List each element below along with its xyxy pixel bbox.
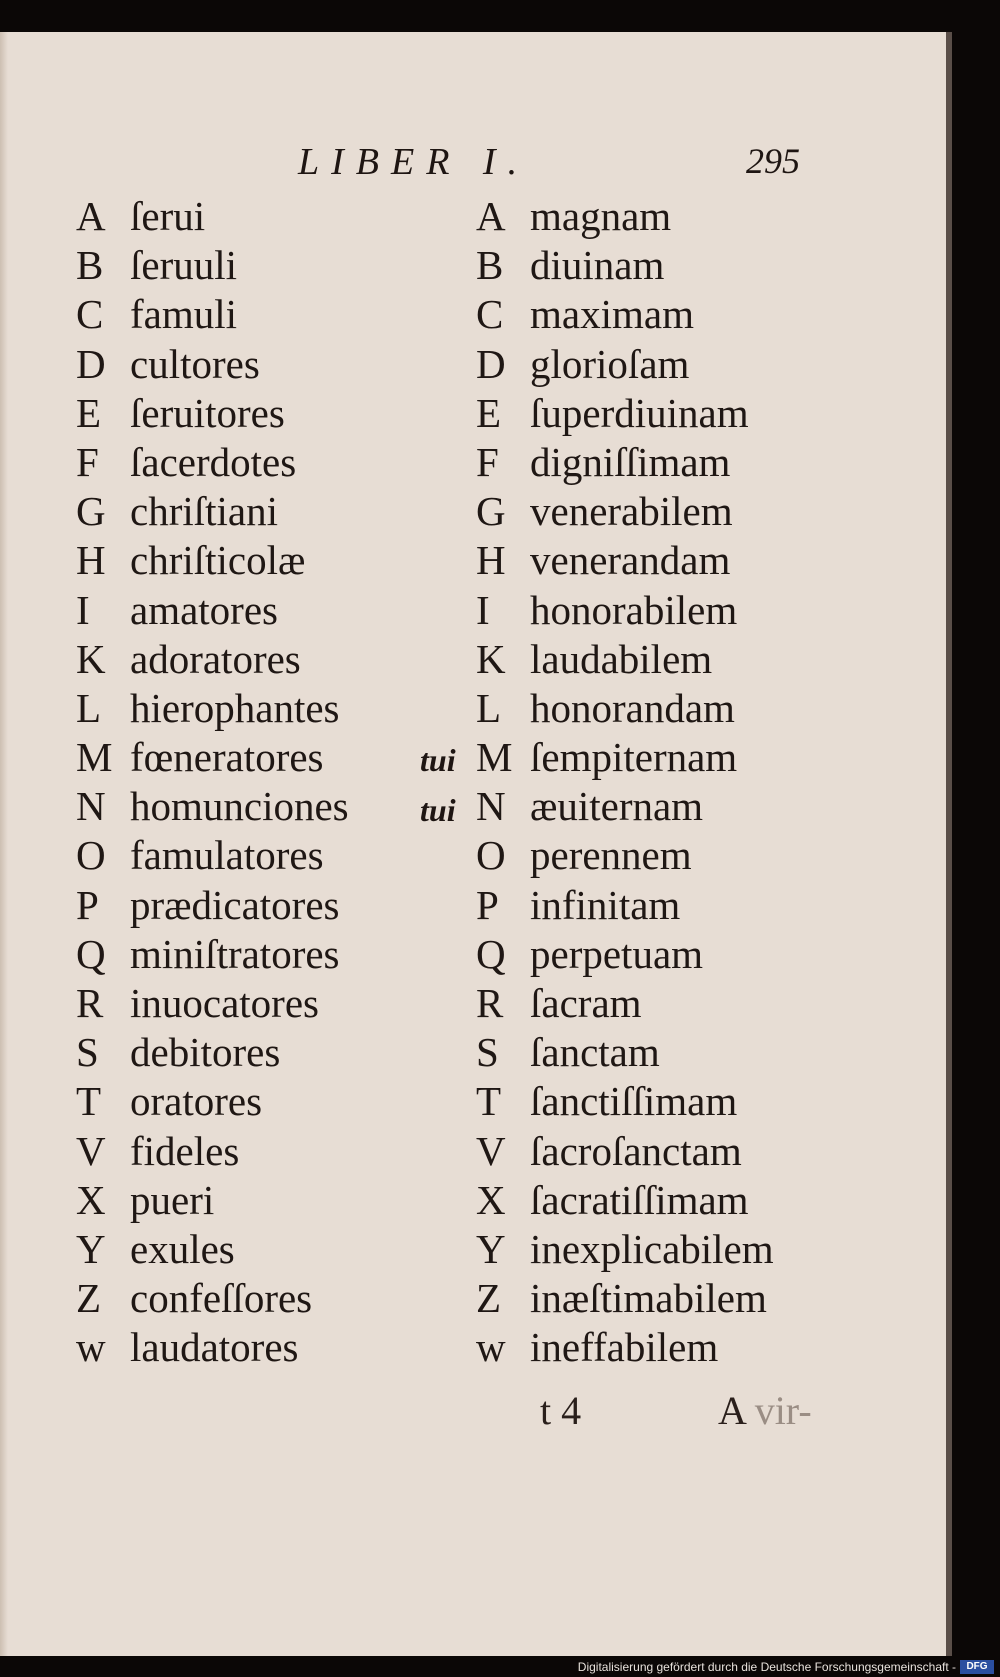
item-letter: Z (476, 1275, 502, 1322)
item-letter: E (476, 389, 502, 436)
item-letter: B (476, 242, 504, 289)
item-word: ineffabilem (530, 1324, 719, 1371)
signature-mark: t 4 (540, 1388, 582, 1433)
item-word: laudabilem (530, 635, 713, 682)
list-item (476, 586, 774, 635)
item-word: ſacram (530, 980, 642, 1026)
list-item (476, 1127, 774, 1176)
item-word: diuinam (530, 242, 665, 289)
credit-bar (0, 1656, 1000, 1677)
item-letter: O (476, 832, 506, 879)
list-item (76, 979, 349, 1028)
item-word: famulatores (130, 832, 324, 879)
list-item (476, 831, 774, 880)
item-letter: F (76, 438, 99, 485)
list-item (476, 684, 774, 733)
list-item (76, 684, 349, 733)
catchword (718, 1387, 812, 1434)
item-word: laudatores (130, 1324, 299, 1371)
right-word-list (476, 192, 774, 1373)
item-letter: V (476, 1127, 506, 1174)
list-item (76, 831, 349, 880)
page-number: 295 (746, 141, 800, 181)
item-letter: M (476, 734, 513, 781)
left-word-list (76, 192, 349, 1373)
item-letter: T (76, 1078, 102, 1125)
list-item (76, 881, 349, 930)
list-item (76, 536, 349, 585)
item-word: cultores (130, 340, 260, 387)
list-item (76, 438, 349, 487)
item-word: homunciones (130, 783, 349, 830)
credit-text: Digitalisierung gefördert durch die Deutsche Forschungsgemeinschaft - (577, 1660, 956, 1674)
list-item (476, 733, 774, 782)
item-letter: I (76, 586, 90, 633)
item-word: maximam (530, 291, 694, 338)
item-word: ſacroſanctam (530, 1127, 742, 1174)
item-letter: H (476, 537, 506, 584)
item-letter: Z (76, 1275, 102, 1322)
item-word: inuocatores (130, 980, 319, 1026)
list-item (76, 635, 349, 684)
item-word: ſanctam (530, 1029, 660, 1076)
item-word: chriſtiani (130, 488, 279, 535)
list-item (76, 1225, 349, 1274)
list-item (76, 1274, 349, 1323)
list-item (476, 635, 774, 684)
list-item (476, 241, 774, 290)
item-word: digniſſimam (530, 438, 731, 485)
list-item (476, 782, 774, 831)
list-item (76, 1077, 349, 1126)
item-letter: L (76, 684, 102, 731)
list-item (476, 1028, 774, 1077)
item-letter: T (476, 1078, 502, 1125)
item-word: venerandam (530, 537, 731, 584)
item-letter: X (76, 1176, 106, 1223)
item-word: venerabilem (530, 488, 733, 535)
list-item (476, 979, 774, 1028)
list-item (76, 290, 349, 339)
item-word: oratores (130, 1078, 263, 1125)
item-letter: P (76, 881, 99, 928)
item-letter: P (476, 881, 499, 928)
item-letter: S (76, 1029, 99, 1076)
item-letter: Y (76, 1225, 106, 1272)
item-word: pueri (130, 1176, 215, 1223)
item-letter: O (76, 832, 106, 879)
list-item (476, 881, 774, 930)
page-header (0, 140, 946, 190)
marginal-note: tui (420, 742, 456, 778)
item-letter: Q (476, 930, 506, 977)
item-letter: Q (76, 930, 106, 977)
item-word: miniſtratores (130, 930, 340, 977)
item-letter: F (476, 438, 499, 485)
list-item (76, 1127, 349, 1176)
list-item (476, 1225, 774, 1274)
item-letter: V (76, 1127, 106, 1174)
list-item (76, 487, 349, 536)
list-item (476, 1274, 774, 1323)
item-letter: A (76, 193, 106, 239)
item-word: magnam (530, 193, 672, 239)
item-word: exules (130, 1225, 235, 1272)
item-word: prædicatores (130, 881, 340, 928)
item-word: fideles (130, 1127, 240, 1174)
list-item (476, 290, 774, 339)
item-letter: C (76, 291, 104, 338)
item-word: hierophantes (130, 684, 340, 731)
item-letter: H (76, 537, 106, 584)
marginal-note: tui (420, 792, 456, 828)
item-word: glorioſam (530, 340, 690, 387)
item-letter: K (76, 635, 106, 682)
list-item (476, 536, 774, 585)
item-letter: G (76, 488, 106, 535)
list-item (476, 1077, 774, 1126)
item-word: debitores (130, 1029, 281, 1076)
list-item (76, 733, 349, 782)
list-item (476, 438, 774, 487)
item-word: ſerui (130, 193, 206, 239)
list-item (476, 487, 774, 536)
item-word: inexplicabilem (530, 1225, 774, 1272)
item-letter: R (76, 980, 104, 1026)
list-item (76, 241, 349, 290)
item-word: fœneratores (130, 734, 324, 781)
item-letter: M (76, 734, 113, 781)
item-word: perennem (530, 832, 692, 879)
item-letter: E (76, 389, 102, 436)
item-word: amatores (130, 586, 278, 633)
item-word: ſanctiſſimam (530, 1078, 738, 1125)
item-word: infinitam (530, 881, 681, 928)
list-item (76, 389, 349, 438)
item-word: ſacerdotes (130, 438, 297, 485)
item-letter: w (476, 1324, 506, 1371)
item-letter: C (476, 291, 504, 338)
item-letter: K (476, 635, 506, 682)
item-word: ſeruitores (130, 389, 285, 436)
item-letter: X (476, 1176, 506, 1223)
item-word: famuli (130, 291, 238, 338)
item-word: ſempiternam (530, 734, 738, 781)
item-letter: N (76, 783, 106, 830)
item-letter: Y (476, 1225, 506, 1272)
list-item (76, 1323, 349, 1372)
list-item (76, 1176, 349, 1225)
item-letter: D (476, 340, 506, 387)
catchword-letter: A (718, 1388, 745, 1433)
list-item (476, 340, 774, 389)
list-item (76, 1028, 349, 1077)
item-letter: N (476, 783, 506, 830)
item-word: perpetuam (530, 930, 704, 977)
list-item (476, 930, 774, 979)
item-word: chriſticolæ (130, 537, 306, 584)
list-item (76, 586, 349, 635)
item-word: inæſtimabilem (530, 1275, 767, 1322)
item-letter: I (476, 586, 490, 633)
item-letter: R (476, 980, 504, 1026)
list-item (476, 192, 774, 241)
book-page (0, 32, 952, 1656)
item-letter: w (76, 1324, 106, 1371)
list-item (76, 340, 349, 389)
list-item (76, 782, 349, 831)
list-item (476, 389, 774, 438)
item-word: honorabilem (530, 586, 738, 633)
catchword-word: vir- (754, 1388, 812, 1433)
item-letter: G (476, 488, 506, 535)
list-item (76, 930, 349, 979)
item-word: confeſſores (130, 1275, 313, 1322)
item-letter: B (76, 242, 104, 289)
running-title: LIBER I. (298, 141, 530, 183)
list-item (476, 1176, 774, 1225)
item-word: adoratores (130, 635, 301, 682)
item-letter: S (476, 1029, 499, 1076)
item-letter: A (476, 193, 506, 239)
dfg-logo: DFG (960, 1660, 994, 1674)
list-item (76, 192, 349, 241)
item-word: æuiternam (530, 783, 704, 830)
list-item (476, 1323, 774, 1372)
item-word: honorandam (530, 684, 735, 731)
item-word: ſacratiſſimam (530, 1176, 749, 1223)
item-word: ſuperdiuinam (530, 389, 749, 436)
item-word: ſeruuli (130, 242, 238, 289)
item-letter: D (76, 340, 106, 387)
item-letter: L (476, 684, 502, 731)
